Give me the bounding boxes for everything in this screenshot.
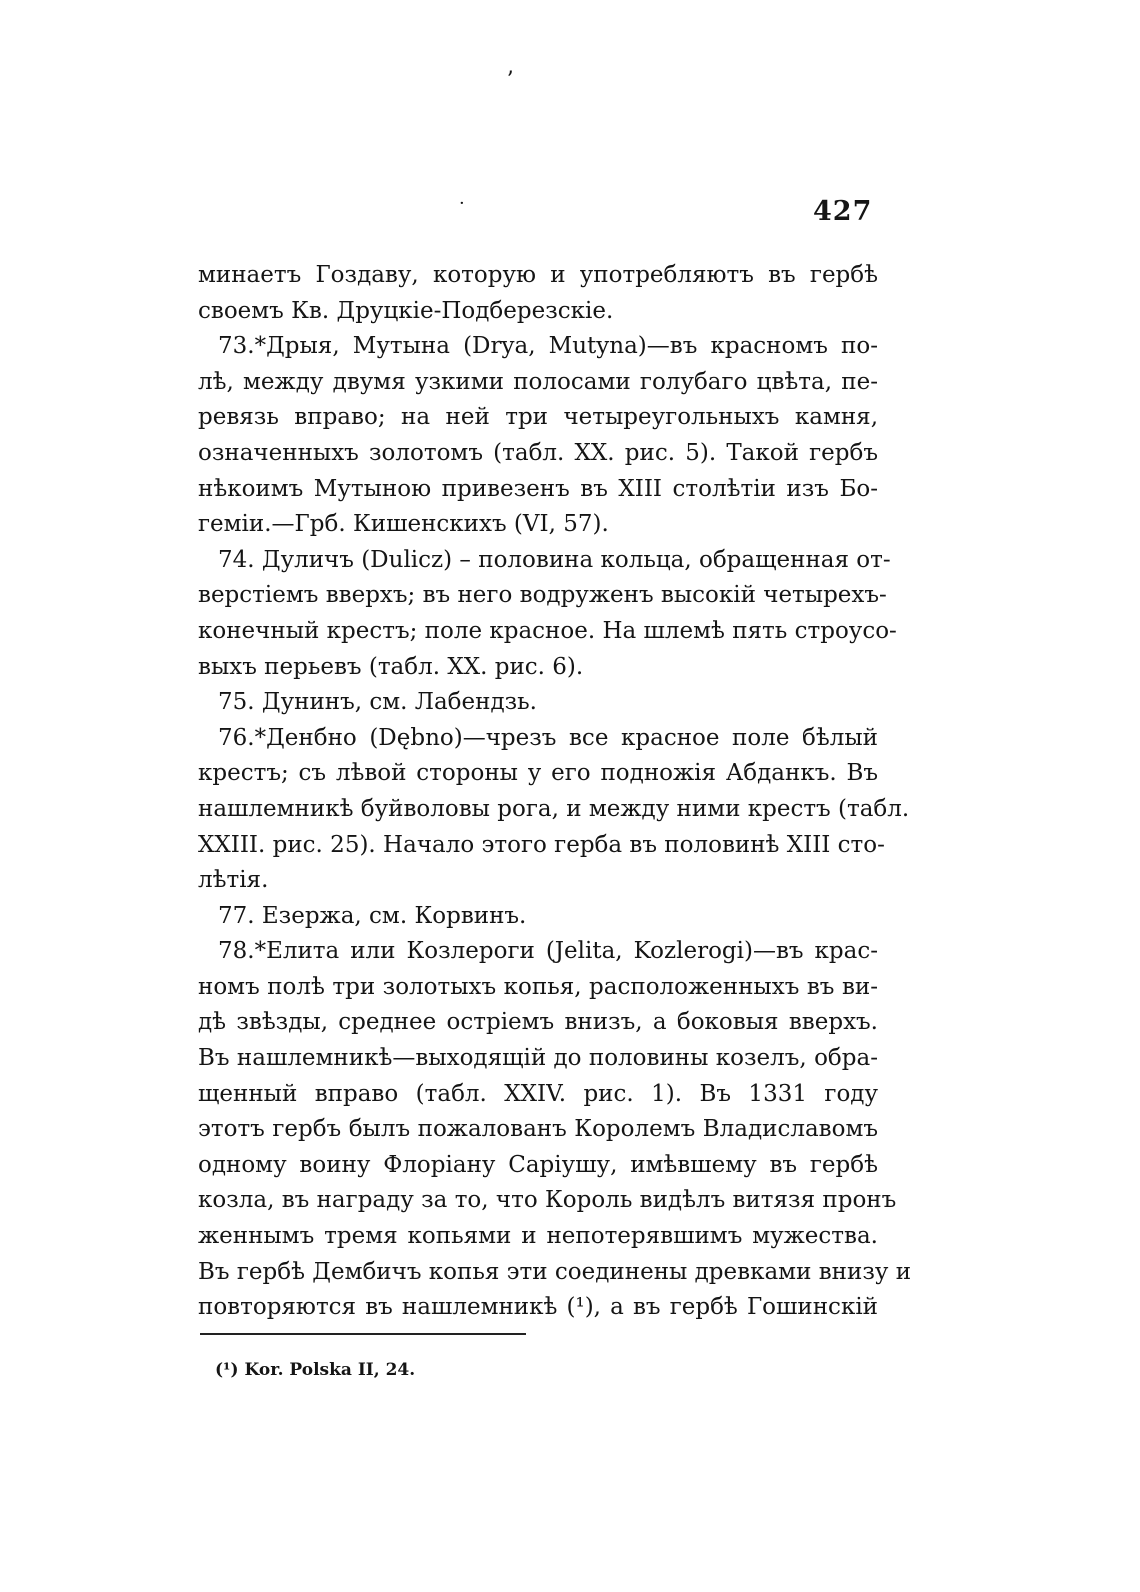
text-line: повторяются въ нашлемникѣ (¹), а въ гербѣ Гошинскій [198,1294,878,1321]
stray-mark-middle: · [459,193,465,214]
text-line: минаетъ Гоздаву, которую и употребляютъ въ гербѣ [198,262,878,288]
text-line: щенный вправо (табл. XXIV. рис. 1). Въ 1331 году [198,1080,878,1107]
text-line: 77. Езержа, см. Корвинъ. [218,902,527,929]
text-line: означенныхъ золотомъ (табл. XX. рис. 5). Такой гербъ [198,439,878,466]
text-line: нашлемникѣ буйволовы рога, и между ними крестъ (табл. [198,795,910,822]
text-line: Въ гербѣ Дембичъ копья эти соединены древками внизу и [198,1258,912,1285]
page-number: 427 [813,196,873,227]
text-line: дѣ звѣзды, среднее остріемъ внизъ, а боковыя вверхъ. [198,1009,878,1036]
text-line: 73.*Дрыя, Мутына (Drya, Mutyna)—въ красномъ по- [218,333,878,360]
text-line: козла, въ награду за то, что Король видѣлъ витязя пронъ [198,1187,897,1214]
text-line: крестъ; съ лѣвой стороны у его подножія Абданкъ. Въ [198,760,878,787]
text-line: нѣкоимъ Мутыною привезенъ въ XIII столѣтіи изъ Бо- [198,475,878,502]
text-line: ревязь вправо; на ней три четыреугольныхъ камня, [198,404,878,431]
footnote-rule [200,1333,526,1335]
text-line: XXIII. рис. 25). Начало этого герба въ половинѣ XIII сто- [198,831,885,858]
text-line: 74. Дуличъ (Dulicz) – половина кольца, обращенная от- [218,546,891,573]
text-line: конечный крестъ; поле красное. На шлемѣ пять строусо- [198,617,897,644]
text-line: 76.*Денбно (Dębno)—чрезъ все красное поле бѣлый [218,724,878,751]
text-line: номъ полѣ три золотыхъ копья, расположенныхъ въ ви- [198,973,878,1000]
text-line: геміи.—Грб. Кишенскихъ (VI, 57). [198,511,609,538]
text-line: верстіемъ вверхъ; въ него водруженъ высокій четырехъ- [198,582,887,609]
text-line: 75. Дунинъ, см. Лабендзь. [218,689,537,716]
text-line: этотъ гербъ былъ пожалованъ Королемъ Владиславомъ [198,1116,878,1143]
text-line: лѣтія. [198,867,269,894]
text-line: 78.*Елита или Козлероги (Jelita, Kozlerogi)—въ крас- [218,938,878,965]
text-line: лѣ, между двумя узкими полосами голубаго цвѣта, пе- [198,368,878,395]
stray-mark-top: ʼ [506,68,513,93]
footnote: (¹) Kor. Polska II, 24. [215,1360,416,1380]
text-line: женнымъ тремя копьями и непотерявшимъ мужества. [198,1223,878,1250]
text-line: выхъ перьевъ (табл. XX. рис. 6). [198,653,584,680]
body-text [198,258,912,1326]
text-line: Въ нашлемникѣ—выходящій до половины козелъ, обра- [198,1045,878,1072]
text-line: своемъ Кв. Друцкіе-Подберезскіе. [198,297,614,324]
text-line: одному воину Флоріану Саріушу, имѣвшему въ гербѣ [198,1151,878,1178]
